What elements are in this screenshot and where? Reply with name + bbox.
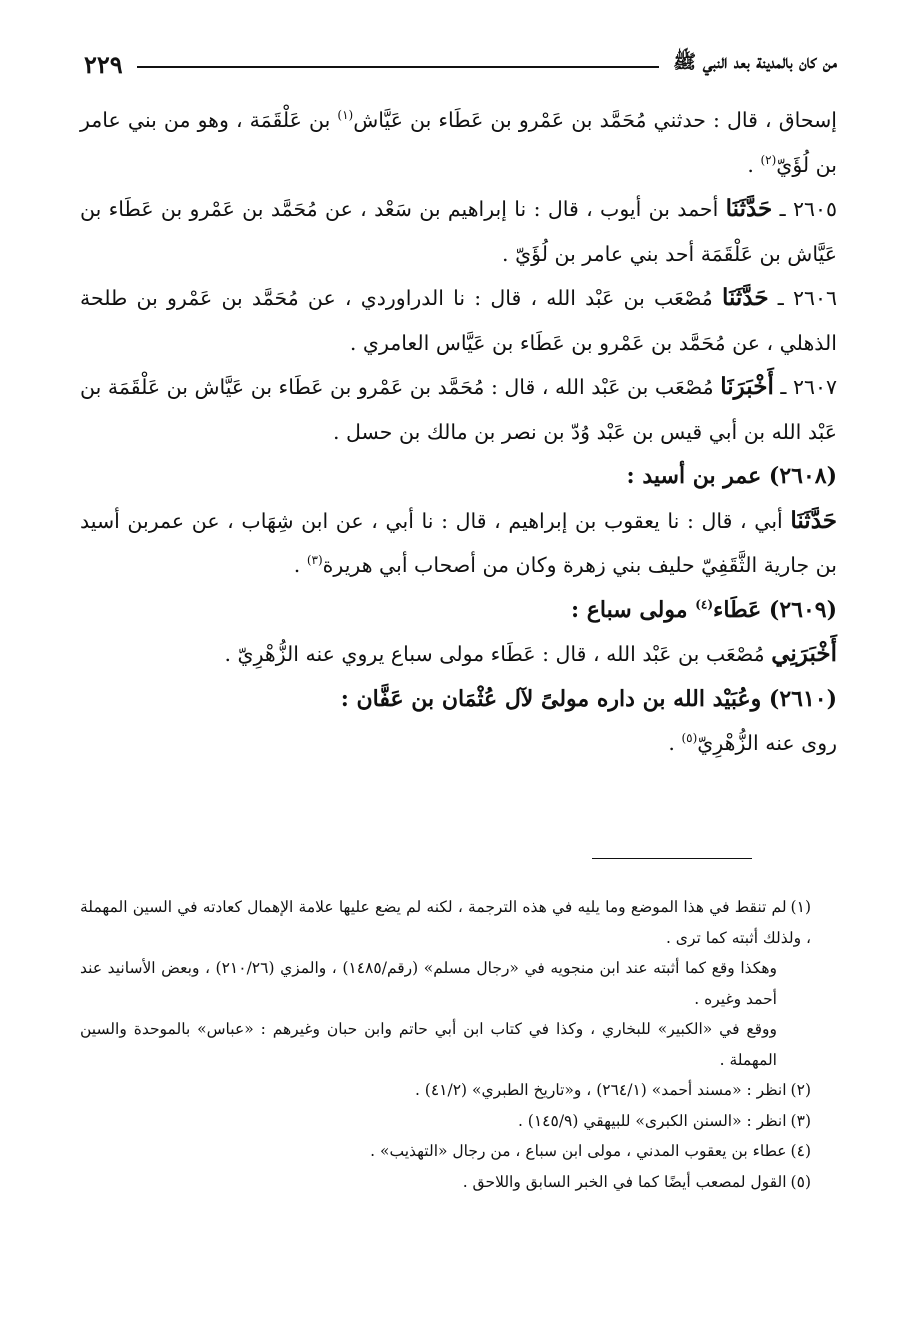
narration-keyword: حَدَّثَنَا [725,195,773,222]
footnote-text: لم تنقط في هذا الموضع وما يليه في هذه الترجمة ، لكنه لم يضع عليها علامة الإهمال كعادته في السين المهملة ، ولذلك أثبته كما ترى . [80,898,811,947]
main-text [80,98,837,766]
entry-number: ٢٦٠٦ ـ [768,286,837,310]
narration-keyword: أَخْبَرَنِي [771,640,837,667]
paragraph-umar [80,499,837,588]
footnote-ref-2: (٢) [760,152,777,167]
narration-keyword: حَدَّثَنَا [721,284,769,311]
heading-text-a: (٢٦٠٩) عَطَاء [713,596,837,623]
page-number: ٢٢٩ [84,49,123,79]
paragraph-text: روى عنه الزُّهْرِيّ [697,731,837,755]
footnote-text: انظر : «السنن الكبرى» للبيهقي (١٤٥/٩) . [517,1111,787,1130]
entry-heading-2610: (٢٦١٠) وعُبَيْد الله بن داره مولىً لآل عُثْمَان بن عَفَّان : [340,685,837,712]
narration-keyword: حَدَّثَنَا [790,506,837,534]
paragraph-2606 [80,276,837,365]
header-rule [137,66,660,68]
footnote-1-continued-a [80,953,811,1014]
footnotes [80,892,811,1197]
footnote-4 [80,1136,811,1167]
paragraph-tail: . [293,553,307,577]
heading-text-b: مولى سباع : [570,596,696,623]
paragraph-text: مُصْعَب بن عَبْد الله ، قال : نا الدراوردي ، عن مُحَمَّد بن عَمْرو بن طلحة الذهلي ، عن مُحَمَّد بن عَمْرو بن عَطَاء بن عَيَّاس العامري . [80,286,837,355]
entry-number: ٢٦٠٥ ـ [772,197,837,221]
footnote-1 [80,892,811,953]
paragraph-text: مُصْعَب بن عَبْد الله ، قال : عَطَاء مولى سباع يروي عنه الزُّهْرِيّ . [224,642,772,666]
narration-keyword: أَخْبَرَنَا [720,373,774,400]
footnote-ref-5: (٥) [681,731,698,746]
footnote-text: وهكذا وقع كما أثبته عند ابن منجويه في «رجال مسلم» (رقم/١٤٨٥) ، والمزي (٢١٠/٢٦) ، وبعض الأسانيد عند أحمد وغيره . [80,959,777,1008]
footnote-separator [592,858,752,859]
paragraph-1 [80,98,837,187]
paragraph-text: أبي ، قال : نا يعقوب بن إبراهيم ، قال : نا أبي ، عن ابن شِهَاب ، عن عمربن أسيد بن جارية الثَّقَفِيّ حليف بني زهرة وكان من أصحاب أبي هريرة [80,508,837,577]
footnote-2 [80,1075,811,1106]
entry-heading-2609 [80,588,837,633]
page-header [72,44,837,84]
footnote-text: القول لمصعب أيضًا كما في الخبر السابق واللاحق . [462,1172,787,1191]
footnote-number: (٤) [790,1142,811,1160]
footnote-ref-1: (١) [337,108,354,123]
footnote-1-continued-b [80,1014,811,1075]
footnote-number: (٣) [790,1111,811,1130]
footnote-number: (١) [790,898,811,916]
paragraph-ata [80,632,837,677]
paragraph-ubaydullah [80,721,837,766]
footnote-ref-3: (٣) [306,553,323,568]
paragraph-2607 [80,365,837,454]
footnote-number: (٢) [790,1081,811,1099]
paragraph-1-text-a: إسحاق ، قال : حدثني مُحَمَّد بن عَمْرو بن عَطَاء بن عَيَّاش [353,108,837,132]
footnote-3 [80,1106,811,1137]
footnote-5 [80,1167,811,1198]
footnote-text: عطاء بن يعقوب المدني ، مولى ابن سباع ، من رجال «التهذيب» . [370,1142,787,1160]
paragraph-tail: . [668,731,682,755]
footnote-text: انظر : «مسند أحمد» (٢٦٤/١) ، و«تاريخ الطبري» (٤١/٢) . [414,1081,787,1099]
paragraph-1-text-c: . [747,152,761,177]
running-head: من كان بالمدينة بعد النبي ﷺ [673,51,837,73]
paragraph-2605 [80,187,837,276]
paragraph-1-text-b: بن عَلْقَمَة ، وهو من بني عامر بن لُؤَيّ [80,108,837,177]
footnote-ref-4: (٤) [695,597,714,612]
footnote-number: (٥) [790,1172,811,1191]
paragraph-text: مُصْعَب بن عَبْد الله ، قال : مُحَمَّد بن عَمْرو بن عَطَاء بن عَيَّاش بن عَلْقَمَة بن عَبْد الله بن أبي قيس بن عَبْد وُدّ بن نصر بن مالك بن حسل . [80,375,837,444]
entry-number: ٢٦٠٧ ـ [773,375,837,399]
entry-heading-2608: (٢٦٠٨) عمر بن أسيد : [626,463,837,489]
paragraph-text: أحمد بن أيوب ، قال : نا إبراهيم بن سَعْد ، عن مُحَمَّد بن عَمْرو بن عَطَاء بن عَيَّاش بن عَلْقَمَة أحد بني عامر بن لُؤَيّ . [80,197,837,266]
footnote-text: ووقع في «الكبير» للبخاري ، وكذا في كتاب ابن أبي حاتم وابن حبان وغيرهم : «عباس» بالموحدة والسين المهملة . [80,1020,777,1069]
